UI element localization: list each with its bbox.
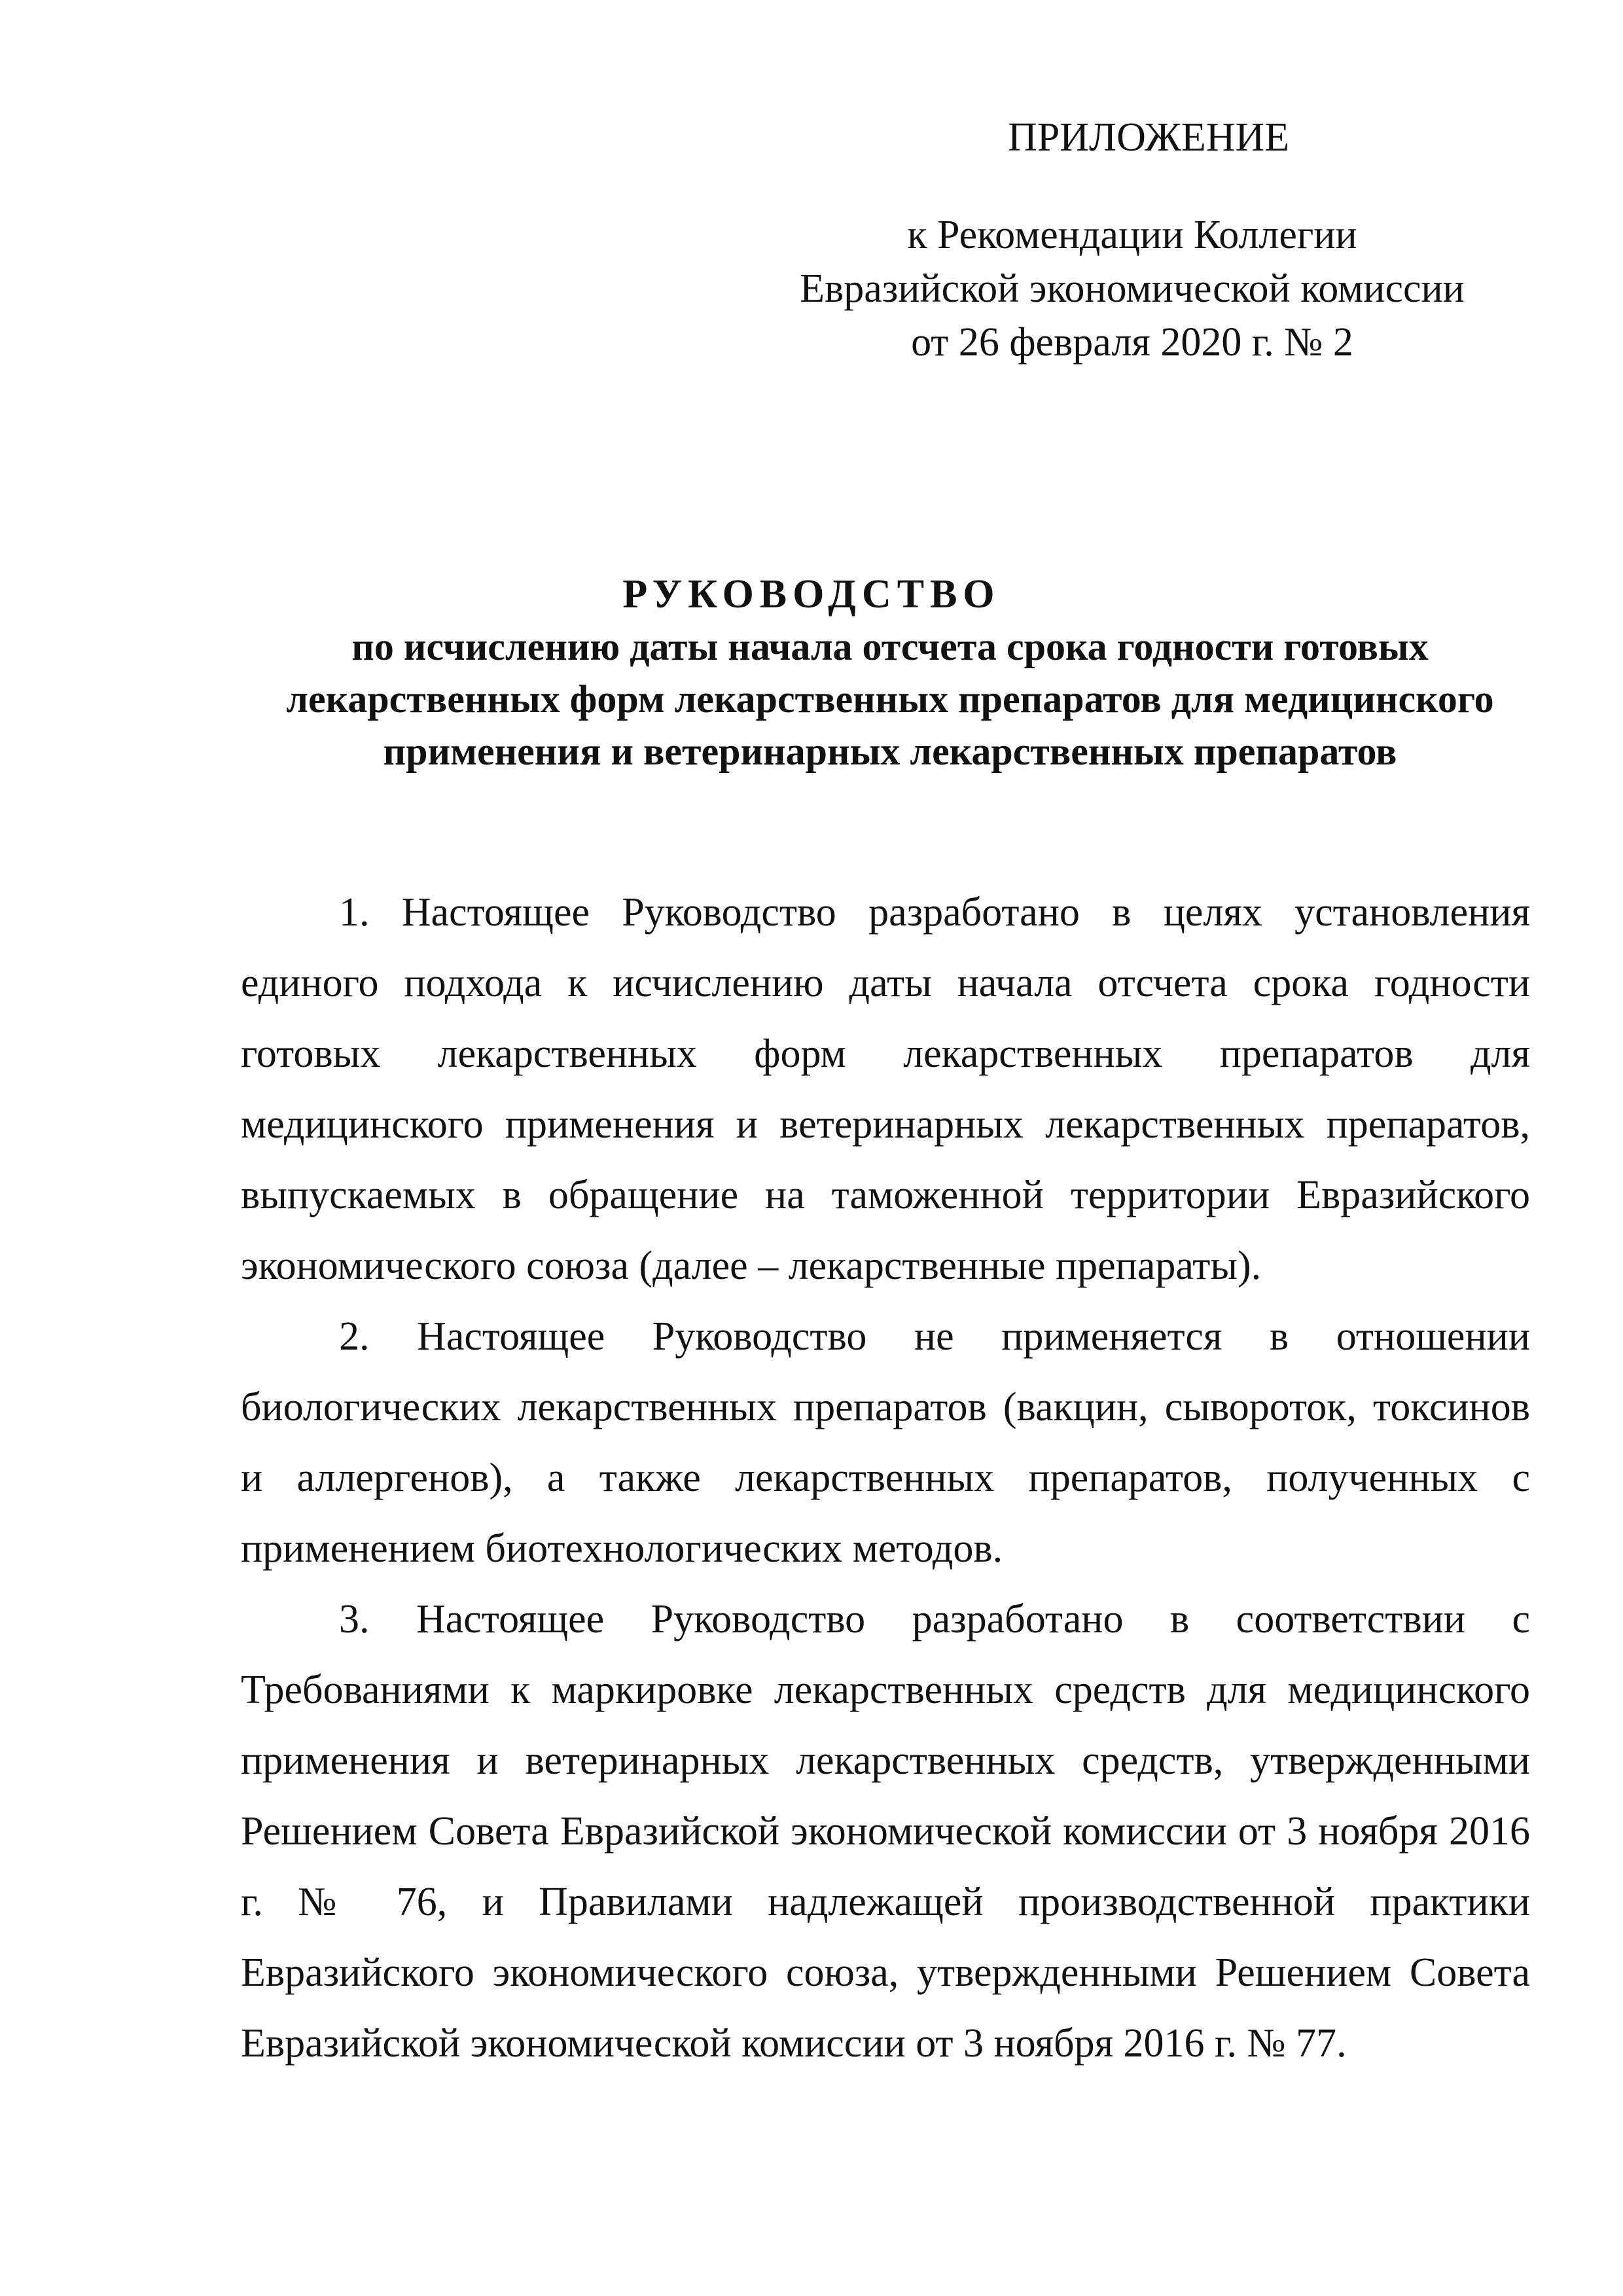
document-body bbox=[241, 877, 1530, 2079]
document-title: РУКОВОДСТВО bbox=[622, 572, 1001, 617]
paragraph-1: 1. Настоящее Руководство разработано в целях установления единого подхода к исчислению даты начала отсчета срока годности готовых лекарственных форм лекарственных препаратов для медицинского применения и ветеринарных лекарственных препаратов, выпускаемых в обращение на таможенной территории Евразийского экономического союза (далее – лекарственные препараты). bbox=[241, 890, 1530, 1288]
appendix-ref-line: от 26 февраля 2020 г. № 2 bbox=[911, 320, 1353, 365]
subtitle-line: применения и ветеринарных лекарственных препаратов bbox=[383, 730, 1397, 773]
subtitle-line: лекарственных форм лекарственных препаратов для медицинского bbox=[286, 677, 1494, 721]
paragraph-3: 3. Настоящее Руководство разработано в соответствии с Требованиями к маркировке лекарственных средств для медицинского применения и ветеринарных лекарственных средств, утвержденными Решением Совета Евразийской экономической комиссии от 3 ноября 2016 г. № 76, и Правилами надлежащей производственной практики Евразийского экономического союза, утвержденными Решением Совета Евразийской экономической комиссии от 3 ноября 2016 г. № 77. bbox=[241, 1597, 1530, 2066]
appendix-reference bbox=[772, 208, 1492, 369]
subtitle-line: по исчислению даты начала отсчета срока годности готовых bbox=[351, 625, 1429, 668]
document-subtitle bbox=[236, 620, 1544, 778]
paragraph-2: 2. Настоящее Руководство не применяется в отношении биологических лекарственных препаратов (вакцин, сывороток, токсинов и аллергенов), а также лекарственных препаратов, полученных с применением биотехнологических методов. bbox=[241, 1314, 1530, 1571]
appendix-ref-line: Евразийской экономической комиссии bbox=[800, 266, 1465, 311]
appendix-ref-line: к Рекомендации Коллегии bbox=[907, 213, 1357, 257]
appendix-label: ПРИЛОЖЕНИЕ bbox=[1008, 115, 1290, 160]
